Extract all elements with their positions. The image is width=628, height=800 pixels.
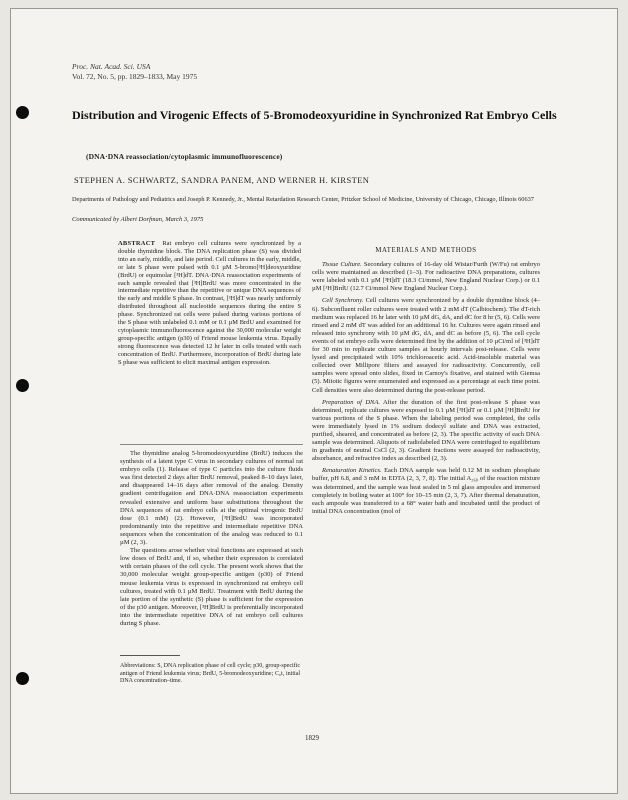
methods-paragraph — [312, 467, 540, 516]
materials-and-methods — [312, 247, 540, 520]
abstract-text: Rat embryo cell cultures were synchronized by a double thymidine block. The DNA replication phase (S) was divided into an early, middle, and late period. Cell cultures in the early, middle, or late S phase were pulsed with 0.1 µM 5-bromo[³H]deoxyuridine (BrdU) or equimolar [³H]dT. DNA·DNA reassociation experiments of each sample revealed that [³H]BrdU was more concentrated in the intermediate repetitive than the repetitive or unique DNA sequences of the early and middle S phase. In contrast, [³H]dT was nearly uniformly distributed throughout all nucleotide sequences during the entire S phase. Synchronized rat cells were pulsed during various portions of the S phase with unlabeled 0.1 mM or 0.1 µM BrdU and examined for cytoplasmic immunofluorescence against the 30,000 molecular weight group-specific antigen (p30) of Friend mouse leukemia virus. Equally strong fluorescence was detected 12 hr later in cells treated with each concentration of BrdU. Furthermore, incorporation of BrdU during late S phase was sufficient to elicit maximal antigen expression. — [118, 240, 302, 366]
abstract-label: ABSTRACT — [118, 240, 156, 247]
binder-hole-middle — [16, 379, 29, 392]
paragraph-text: After the duration of the first post-release S phase was determined, replicate cultures were exposed to 0.1 µM [³H]dT or 0.1 µM [³H]BrdU for various portions of the S phase. When the labeling period was completed, the cells were immediately lysed in 1% sodium dodecyl sulfate and DNA was extracted, purified, sheared, and concentrated as before (2, 3). The specific activity of each DNA sample was determined. Aliquots of radiolabeled DNA were centrifuged to equilibrium in gradients of neutral CsCl (2, 3). Gradient fractions were assayed for radioactivity, absorbance, and refractive index as described (2, 3). — [312, 398, 540, 463]
methods-paragraph — [312, 399, 540, 464]
subsection-title: Renaturation Kinetics. — [322, 467, 382, 475]
communicated-by: Communicated by Albert Dorfman, March 3, 1975 — [72, 216, 204, 223]
paragraph-text: Cell cultures were synchronized by a double thymidine block (4–6). Subconfluent roller cultures were treated with 2 mM dT (Calbiochem). The dT-rich medium was replaced 16 hr later with 10 µM dG, dA, and dC for 8 hr (5, 6). Cells were rinsed and 2 mM dT was added for an additional 16 hr. Cultures were again rinsed and released into synchrony with 10 µM dG, dA, and dC as before (5, 6). The cell cycle events of rat embryo cells were determined first by the addition of 10 µCi/ml of [³H]dT for 30 min to replicate culture samples at hourly intervals post-release. Cells were lysed and precipitated with 10% trichloroacetic acid. Acid-insoluble material was collected over Millipore filters and assayed for radioactivity. Concurrently, cell samples were spread onto slides, fixed in Carnoy's fixative, and stained with Giemsa (5). Mitotic figures were enumerated and expressed as a percentage at each time point. Cell densities were also determined during the post-release period. — [312, 297, 541, 394]
methods-paragraph — [312, 297, 540, 394]
journal-name: Proc. Nat. Acad. Sci. USA — [72, 62, 151, 71]
binder-hole-bottom — [16, 672, 29, 685]
paragraph-text: Secondary cultures of 16-day old Wistar/Furth (W/Fu) rat embryo cells were maintained as described (1–3). For radioactive DNA preparations, cultures were labeled with 0.1 µM [³H]dT (18.3 Ci/mmol, New England Nuclear Corp.) or 0.1 µM [³H]BrdU (12.7 Ci/mmol New England Nuclear Corp.). — [312, 261, 541, 293]
footnote-divider — [120, 655, 180, 656]
intro-paragraph: The questions arose whether viral functions are expressed at such low doses of BrdU and, if so, whether their expression is correlated with certain phases of the cell cycle. The present work shows that the 30,000 molecular weight group-specific antigen (p30) of Friend mouse leukemia virus is expressed in synchronized rat embryo cell cultures, treated with 0.1 µM BrdU. Treatment with BrdU during the late portion of the synthetic (S) phase is sufficient for the expression of the p30 antigen. Moreover, [³H]BrdU is preferentially incorporated into the intermediate repetitive DNA of rat embryo cell cultures during S phase. — [120, 547, 303, 627]
article-keywords: (DNA·DNA reassociation/cytoplasmic immunofluorescence) — [86, 152, 283, 161]
subsection-title: Preparation of DNA. — [322, 398, 380, 406]
footnote-text: Abbreviations: S, DNA replication phase of cell cycle; p30, group-specific antigen of Friend leukemia virus; BrdU, 5-bromodeoxyuridine; C₀t, initial DNA concentration–time. — [120, 663, 300, 685]
paragraph-text: Each DNA sample was held 0.12 M in sodium phosphate buffer, pH 6.8, and 3 mM in EDTA (2, 3, 7, 8). The initial A₂₆₀ of the reaction mixture was determined, and the sample was heat sealed in 5 ml glass ampoules and immersed completely in boiling water at 100° for 10–15 min (2, 3, 7). After thermal denaturation, each ampoule was transferred to a 68° water bath and incubated until the product of initial DNA concentration (mol of — [312, 467, 540, 515]
binder-hole-top — [16, 106, 29, 119]
abstract-divider — [120, 444, 303, 445]
subsection-title: Tissue Culture. — [322, 261, 362, 269]
introduction — [120, 450, 303, 628]
page-number: 1829 — [305, 734, 319, 742]
journal-volume: Vol. 72, No. 5, pp. 1829–1833, May 1975 — [72, 72, 198, 81]
subsection-title: Cell Synchrony. — [322, 297, 364, 305]
journal-citation — [72, 62, 197, 82]
section-heading: MATERIALS AND METHODS — [375, 247, 477, 254]
abbreviations-footnote — [120, 663, 300, 686]
author-affiliation: Departments of Pathology and Pediatrics and Joseph P. Kennedy, Jr., Mental Retardation Research Center, Pritzker School of Medicine, University of Chicago, Chicago, Illinois 60637 — [72, 196, 534, 203]
intro-paragraph: The thymidine analog 5-bromodeoxyuridine (BrdU) induces the synthesis of a latent type C virus in secondary cultures of normal rat embryo cells (1). Release of type C particles into the culture fluids was first detected 2 days after BrdU removal, peaked 8–10 days later, and disappeared 14–16 days after removal of the analog. Density gradient centrifugation and DNA·DNA reassociation experiments revealed extensive and uniform base substitutions throughout the DNA sequences of rat embryo cells at the optimal virogenic BrdU dose (0.1 mM) (2). However, [³H]BrdU was incorporated predominantly into the repetitive and intermediate repetitive DNA sequences when the concentration of the analog was reduced to 0.1 µM (2, 3). — [120, 450, 303, 547]
article-title: Distribution and Virogenic Effects of 5-Bromodeoxyuridine in Synchronized Rat Embryo Cells — [72, 108, 557, 122]
article-authors: STEPHEN A. SCHWARTZ, SANDRA PANEM, AND WERNER H. KIRSTEN — [74, 175, 370, 185]
methods-paragraph — [312, 261, 540, 293]
abstract — [118, 240, 301, 367]
